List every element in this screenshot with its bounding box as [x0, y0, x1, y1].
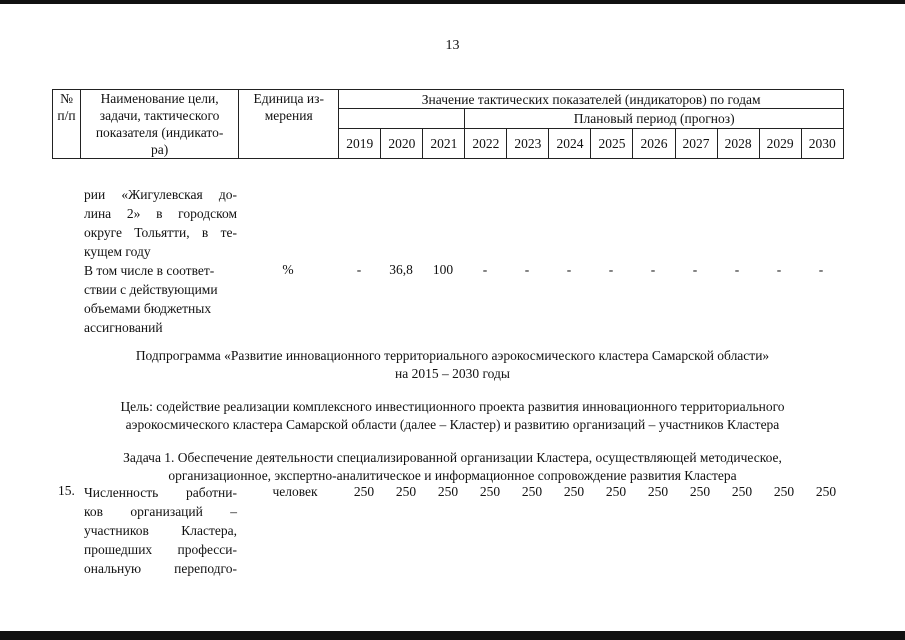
value-cell: -: [356, 262, 362, 277]
header-spacer: [339, 109, 465, 128]
row-15-unit: человек: [272, 484, 318, 499]
value-cell: -: [776, 262, 782, 277]
continued-indicator-name: рии «Жигулевская до- лина 2» в городском округе Тольятти, в те- кущем году: [84, 187, 237, 259]
header-col-number: № п/п: [53, 90, 81, 159]
value-cell: 250: [479, 484, 501, 499]
header-year: 2026: [633, 128, 675, 158]
header-plan-period: Плановый период (прогноз): [465, 109, 844, 128]
row-15-number: 15.: [58, 483, 75, 498]
value-cell: 36,8: [389, 262, 413, 277]
value-cell: -: [818, 262, 824, 277]
header-year: 2022: [465, 128, 507, 158]
row-15-indicator-name: Численность работни- ков организаций – участников Кластера, прошедших професси- ональную переподго-: [84, 485, 237, 576]
header-col-unit: Единица из- мерения: [239, 90, 339, 159]
value-cell: -: [566, 262, 572, 277]
subrow-unit: %: [282, 262, 294, 277]
value-cell: -: [650, 262, 656, 277]
value-cell: 250: [605, 484, 627, 499]
header-year: 2025: [591, 128, 633, 158]
value-cell: 250: [521, 484, 543, 499]
row-15-values: [343, 484, 847, 504]
header-year: 2030: [801, 128, 843, 158]
header-year: 2027: [675, 128, 717, 158]
header-year: 2020: [381, 128, 423, 158]
header-year: 2019: [339, 128, 381, 158]
goal-text: Цель: содействие реализации комплексного инвестиционного проекта развития инновационного территориального аэрокосмического кластера Самарской области (далее – Кластер) и развитию организаций – участников Кластера: [120, 399, 785, 432]
value-cell: 250: [353, 484, 375, 499]
value-cell: 250: [647, 484, 669, 499]
value-cell: 250: [437, 484, 459, 499]
value-cell: 250: [815, 484, 837, 499]
bottom-border: [0, 631, 905, 640]
value-cell: 250: [395, 484, 417, 499]
subrow-values: [338, 262, 842, 282]
value-cell: -: [734, 262, 740, 277]
header-year: 2024: [549, 128, 591, 158]
page-number: 13: [445, 38, 460, 53]
value-cell: 250: [773, 484, 795, 499]
value-cell: 100: [432, 262, 454, 277]
header-year: 2023: [507, 128, 549, 158]
top-border: [0, 0, 905, 4]
header-year: 2028: [717, 128, 759, 158]
value-cell: 250: [689, 484, 711, 499]
value-cell: -: [482, 262, 488, 277]
value-cell: -: [524, 262, 530, 277]
task-text: Задача 1. Обеспечение деятельности специализированной организации Кластера, осуществляющей методическое, организационное, экспертно-аналитическое и информационное сопровождение развития Кластера: [123, 450, 782, 483]
header-col-name: Наименование цели, задачи, тактического показателя (индикато- ра): [81, 90, 239, 159]
header-year: 2029: [759, 128, 801, 158]
indicator-table-header: [52, 89, 844, 159]
header-year: 2021: [423, 128, 465, 158]
value-cell: 250: [731, 484, 753, 499]
subprogram-title: Подпрограмма «Развитие инновационного территориального аэрокосмического кластера Самарской области» на 2015 – 2030 годы: [135, 348, 770, 381]
value-cell: 250: [563, 484, 585, 499]
header-values-title: Значение тактических показателей (индикаторов) по годам: [339, 90, 844, 109]
value-cell: -: [692, 262, 698, 277]
value-cell: -: [608, 262, 614, 277]
subrow-indicator-name: В том числе в соответ- ствии с действующими объемами бюджетных ассигнований: [84, 263, 218, 335]
